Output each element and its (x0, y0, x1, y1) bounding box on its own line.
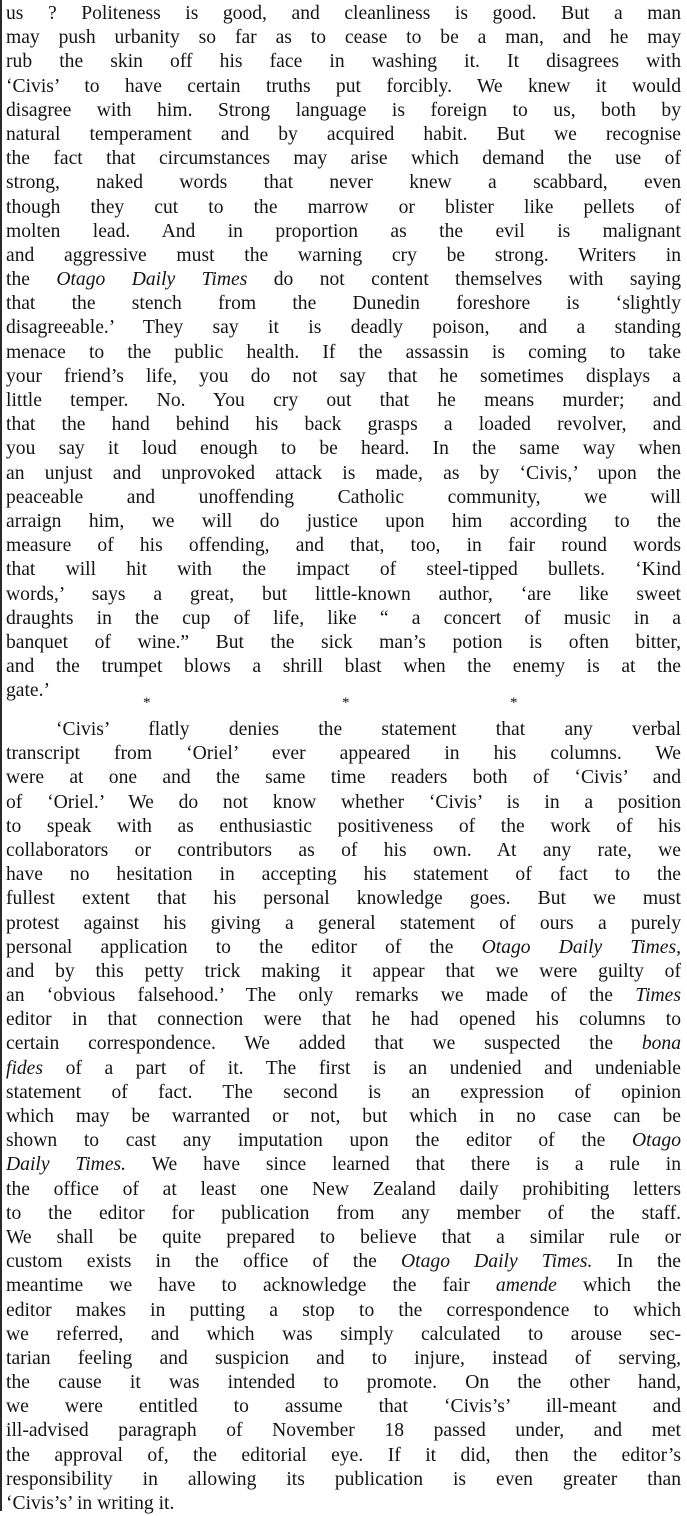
text-line: banquet of wine.” But the sick man’s potion is often bitter, (6, 631, 681, 653)
text-line: your friend’s life, you do not say that he sometimes displays a (6, 365, 681, 387)
text-line: an unjust and unprovoked attack is made, as by ‘Civis,’ upon the (6, 462, 681, 484)
text-line: draughts in the cup of life, like “ a concert of music in a (6, 607, 681, 629)
text-line: fullest extent that his personal knowledge goes. But we must (6, 888, 681, 910)
text-line: little temper. No. You cry out that he means murder; and (6, 390, 681, 411)
text-line: rub the skin off his face in washing it. It disagrees with (6, 51, 681, 73)
text-line: personal application to the editor of the Otago Daily Times, (6, 936, 681, 958)
text-line: the fact that circumstances may arise which demand the use of (6, 148, 681, 170)
paragraph-civis-denial (6, 718, 681, 1516)
text-line: and aggressive must the warning cry be strong. Writers in (6, 244, 681, 266)
text-line: menace to the public health. If the assassin is coming to take (6, 341, 681, 363)
text-line: which may be warranted or not, but which in no case can be (6, 1106, 681, 1127)
section-separator (6, 696, 681, 716)
text-line: disagree with him. Strong language is foreign to us, both by (6, 99, 681, 121)
text-line: and the trumpet blows a shrill blast when the enemy is at the (6, 656, 681, 678)
text-line: fides of a part of it. The first is an undenied and undeniable (6, 1057, 681, 1079)
text-line: the approval of, the editorial eye. If it did, then the editor’s (6, 1444, 681, 1466)
text-line: statement of fact. The second is an expression of opinion (6, 1081, 681, 1103)
italic-title: Otago Daily Times, (481, 936, 681, 958)
text-line: peaceable and unoffending Catholic community, we will (6, 486, 681, 508)
text-line: gate.’ (6, 680, 51, 702)
text-line: measure of his offending, and that, too, in fair round words (6, 535, 681, 557)
italic-title: Otago Daily Times. (401, 1251, 593, 1273)
text-line: to speak with as enthusiastic positiveness of the work of his (6, 815, 681, 837)
text-line: editor makes in putting a stop to the correspondence to which (6, 1299, 681, 1321)
text-line: custom exists in the office of the Otago Daily Times. In the (6, 1251, 681, 1273)
italic-title: Daily Times. (6, 1154, 127, 1176)
text-line: disagreeable.’ They say it is deadly poison, and a standing (6, 317, 681, 339)
text-line: may push urbanity so far as to cease to be a man, and he may (6, 27, 681, 49)
text-line: though they cut to the marrow or blister like pellets of (6, 196, 681, 218)
paragraph-politeness (6, 2, 681, 703)
text-line: ‘Civis’ flatly denies the statement that any verbal (56, 719, 681, 740)
text-line: tarian feeling and suspicion and to injure, instead of serving, (6, 1347, 681, 1369)
text-line: strong, naked words that never knew a scabbard, even (6, 172, 681, 194)
text-line: collaborators or contributors as of his own. At any rate, we (6, 839, 681, 861)
text-line: Daily Times. We have since learned that there is a rule in (6, 1154, 681, 1176)
text-line: transcript from ‘Oriel’ ever appeared in his columns. We (6, 743, 681, 765)
italic-title: amende (495, 1275, 557, 1297)
text-line: words,’ says a great, but little-known author, ‘are like sweet (6, 583, 681, 605)
text-line: ‘Civis’s’ in writing it. (6, 1493, 175, 1514)
italic-title: Times (635, 985, 681, 1007)
text-line: the office of at least one New Zealand daily prohibiting letters (6, 1178, 681, 1200)
text-line: the Otago Daily Times do not content themselves with saying (6, 269, 681, 291)
text-line: ‘Civis’ to have certain truths put forcibly. We knew it would (6, 75, 681, 97)
text-line: ill-advised paragraph of November 18 passed under, and met (6, 1420, 681, 1442)
text-line: we were entitled to assume that ‘Civis’s’ ill-meant and (6, 1396, 681, 1418)
text-line: natural temperament and by acquired habit. But we recognise (6, 123, 681, 145)
text-line: that the stench from the Dunedin foreshore is ‘slightly (6, 293, 681, 315)
text-line: of ‘Oriel.’ We do not know whether ‘Civis’ is in a position (6, 791, 681, 813)
italic-title: bona (641, 1033, 681, 1055)
text-line: shown to cast any imputation upon the editor of the Otago (6, 1130, 681, 1152)
text-line: us ? Politeness is good, and cleanliness is good. But a man (6, 3, 681, 24)
italic-title: fides (6, 1057, 44, 1079)
separator-asterisk: * (510, 695, 518, 711)
text-line: have no hesitation in accepting his statement of fact to the (6, 864, 681, 886)
text-line: were at one and the same time readers both of ‘Civis’ and (6, 767, 681, 789)
text-line: responsibility in allowing its publication is even greater than (6, 1468, 681, 1490)
separator-asterisk: * (143, 695, 151, 711)
text-line: molten lead. And in proportion as the evil is malignant (6, 220, 681, 242)
text-line: meantime we have to acknowledge the fair amende which the (6, 1275, 681, 1297)
text-line: editor in that connection were that he had opened his columns to (6, 1009, 681, 1031)
text-line: that the hand behind his back grasps a loaded revolver, and (6, 414, 681, 436)
text-line: you say it loud enough to be heard. In the same way when (6, 438, 681, 460)
text-line: the cause it was intended to promote. On the other hand, (6, 1372, 681, 1394)
text-line: arraign him, we will do justice upon him according to the (6, 510, 681, 532)
text-line: an ‘obvious falsehood.’ The only remarks we made of the Times (6, 985, 681, 1007)
italic-title: Otago Daily Times (56, 269, 248, 291)
separator-asterisk: * (342, 695, 350, 711)
italic-title: Otago (632, 1130, 681, 1152)
text-line: certain correspondence. We added that we suspected the bona (6, 1033, 681, 1055)
text-line: protest against his giving a general statement of ours a purely (6, 912, 681, 934)
text-line: that will hit with the impact of steel-tipped bullets. ‘Kind (6, 559, 681, 581)
text-line: We shall be quite prepared to believe that a similar rule or (6, 1226, 681, 1248)
text-line: we referred, and which was simply calculated to arouse sec- (6, 1323, 681, 1345)
text-line: to the editor for publication from any member of the staff. (6, 1202, 681, 1224)
text-line: and by this petty trick making it appear that we were guilty of (6, 960, 681, 982)
